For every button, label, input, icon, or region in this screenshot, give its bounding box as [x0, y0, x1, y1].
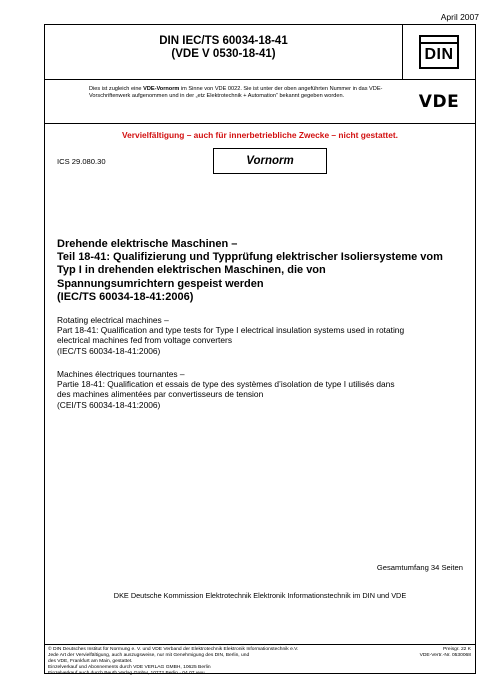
title-german-line: Typ I in drehenden elektrischen Maschinen, die von [57, 264, 326, 277]
standard-titles [45, 25, 403, 79]
document-type-box: Vornorm [213, 148, 327, 174]
title-english-line: electrical machines fed from voltage converters [57, 335, 233, 346]
ics-code: ICS 29.080.30 [57, 157, 106, 166]
vde-logo: VDE [418, 91, 460, 112]
title-french [57, 369, 469, 410]
title-french-line: Machines électriques tournantes – [57, 369, 185, 379]
vde-order-number: VDE-Vertr.-Nr. 0530068 [419, 653, 471, 658]
title-french-line: Partie 18-41: Qualification et essais de type des systèmes d’isolation de type I utilisés dans [57, 379, 395, 390]
copyright-line: Jede Art der Vervielfältigung, auch auszugsweise, nur mit Genehmigung des DIN, Berlin, und [48, 653, 250, 658]
standard-number: DIN IEC/TS 60034-18-41 [159, 35, 288, 47]
title-german [57, 238, 469, 304]
copy-warning: Vervielfältigung – auch für innerbetriebliche Zwecke – nicht gestattet. [122, 130, 398, 140]
title-german-line: Spannungsumrichtern gespeist werden [57, 277, 264, 290]
din-logo-text: DIN [424, 46, 454, 63]
header [45, 25, 475, 80]
vde-row [45, 80, 475, 124]
copyright-line: Einzelverkauf auch durch Beuth Verlag GmbH, 10772 Berlin · 04.07 vwu [48, 671, 205, 676]
cover-frame [44, 24, 476, 674]
title-french-line: des machines alimentées par convertisseurs de tension [57, 389, 264, 400]
copyright-notice [48, 647, 388, 677]
copyright-line: Einzelverkauf und Abonnements durch VDE VERLAG GMBH, 10625 Berlin [48, 665, 211, 670]
title-english-line: Rotating electrical machines – [57, 315, 169, 325]
dke-line: DKE Deutsche Kommission Elektrotechnik Elektronik Informationstechnik im DIN und VDE [113, 591, 407, 600]
price-info [420, 647, 471, 659]
title-german-line: (IEC/TS 60034-18-41:2006) [57, 290, 194, 303]
issue-date: April 2007 [440, 12, 479, 22]
footer [45, 644, 475, 674]
total-pages: Gesamtumfang 34 Seiten [376, 563, 463, 572]
din-logo-box [419, 35, 459, 69]
title-english-line: (IEC/TS 60034-18-41:2006) [57, 345, 161, 356]
title-french-line: (CEI/TS 60034-18-41:2006) [57, 399, 161, 410]
vde-note: Dies ist zugleich eine VDE-Vornorm im Sinne von VDE 0022. Sie ist unter der oben angeführten Nummer in das VDE-Vorschriftenwerk aufgenommen und in der „etz Elektrotechnik + Automation“ bekannt gegeben worden. [89, 86, 383, 100]
din-logo [403, 25, 475, 79]
price-group: Preisgr. 22 K [443, 647, 471, 652]
title-german-line: Drehende elektrische Maschinen – [57, 238, 238, 250]
title-german-line: Teil 18-41: Qualifizierung und Typprüfung elektrischer Isoliersysteme vom [57, 251, 443, 264]
copyright-line: © DIN Deutsches Institut für Normung e. V. und VDE Verband der Elektrotechnik Elektronik Informationstechnik e.V. [48, 647, 299, 652]
vde-number: (VDE V 0530-18-41) [171, 48, 276, 60]
copyright-line: des VDE, Frankfurt am Main, gestattet. [48, 659, 133, 664]
title-english-line: Part 18-41: Qualification and type tests for Type I electrical insulation systems used in rotating [57, 325, 405, 336]
title-english [57, 315, 469, 356]
